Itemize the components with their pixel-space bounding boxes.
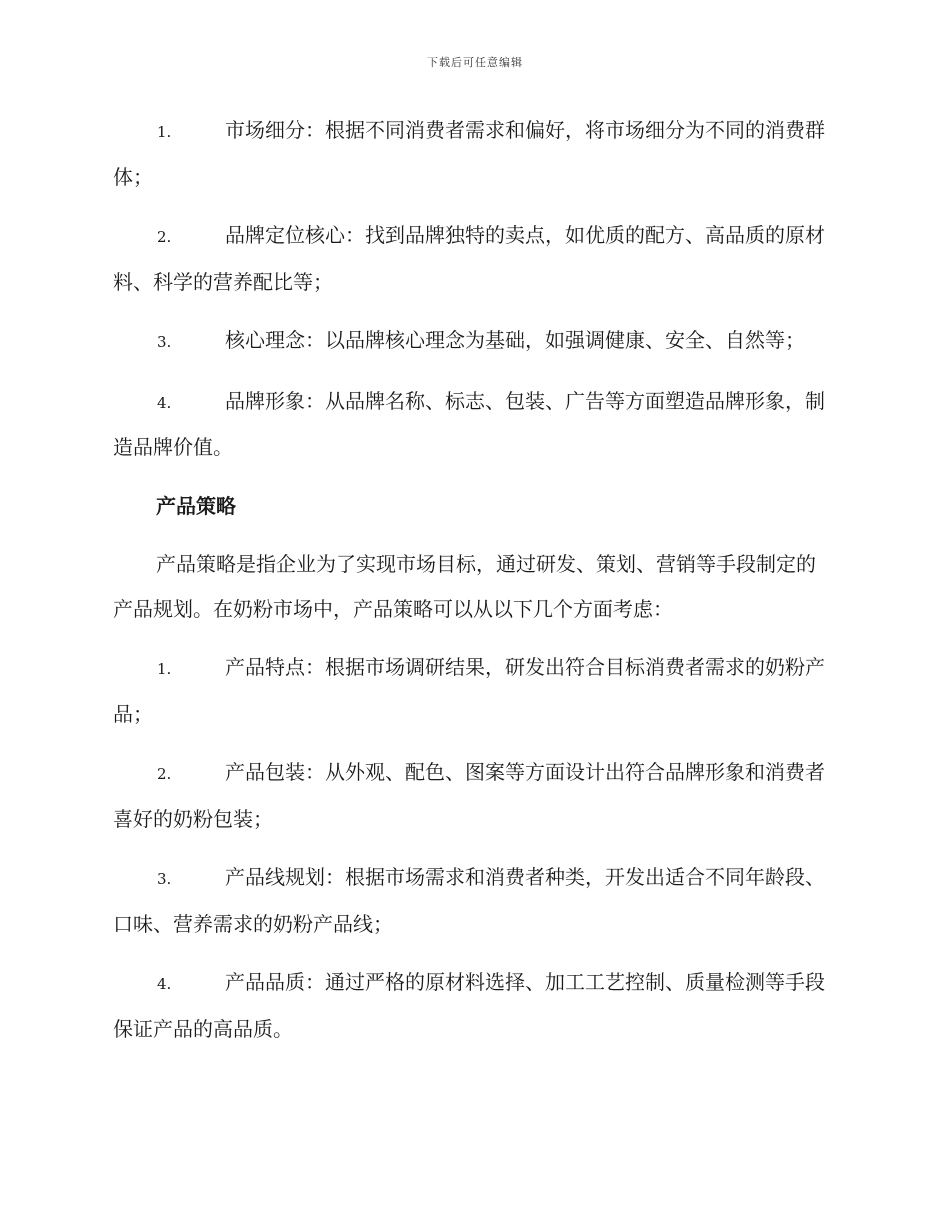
section-heading-product-strategy: 产品策略 xyxy=(156,493,236,518)
list-text: 产品包装：从外观、配色、图案等方面设计出符合品牌形象和消费者喜好的奶粉包装； xyxy=(113,760,825,831)
list-number: 3. xyxy=(157,333,172,351)
list-number: 2. xyxy=(157,228,172,246)
page-header-note: 下载后可任意编辑 xyxy=(427,56,523,69)
list-text: 市场细分：根据不同消费者需求和偏好，将市场细分为不同的消费群体； xyxy=(113,118,825,189)
section-paragraph: 产品策略是指企业为了实现市场目标，通过研发、策划、营销等手段制定的产品规划。在奶粉市场中，产品策略可以从以下几个方面考虑： xyxy=(113,552,816,621)
list-item-product-packaging xyxy=(113,750,835,841)
list-text: 核心理念：以品牌核心理念为基础，如强调健康、安全、自然等； xyxy=(225,328,805,352)
list-item-brand-image xyxy=(113,379,835,470)
list-item-product-quality xyxy=(113,960,835,1051)
list-number: 3. xyxy=(157,870,172,888)
list-item-core-concept xyxy=(113,318,835,365)
list-text: 品牌定位核心：找到品牌独特的卖点，如优质的配方、高品质的原材料、科学的营养配比等； xyxy=(113,223,825,294)
document-body xyxy=(113,108,835,1065)
list-item-product-features xyxy=(113,645,835,736)
list-item-brand-positioning xyxy=(113,213,835,304)
list-item-market-segmentation xyxy=(113,108,835,199)
list-text: 产品品质：通过严格的原材料选择、加工工艺控制、质量检测等手段保证产品的高品质。 xyxy=(113,970,825,1041)
list-number: 2. xyxy=(157,765,172,783)
list-text: 产品线规划：根据市场需求和消费者种类，开发出适合不同年龄段、口味、营养需求的奶粉产品线； xyxy=(113,865,825,936)
list-number: 4. xyxy=(157,975,172,993)
list-item-product-line-planning xyxy=(113,855,835,946)
list-text: 产品特点：根据市场调研结果，研发出符合目标消费者需求的奶粉产品； xyxy=(113,655,825,726)
list-number: 1. xyxy=(157,123,172,141)
list-text: 品牌形象：从品牌名称、标志、包装、广告等方面塑造品牌形象，制造品牌价值。 xyxy=(113,388,825,459)
list-number: 4. xyxy=(157,393,172,412)
list-number: 1. xyxy=(157,660,172,678)
